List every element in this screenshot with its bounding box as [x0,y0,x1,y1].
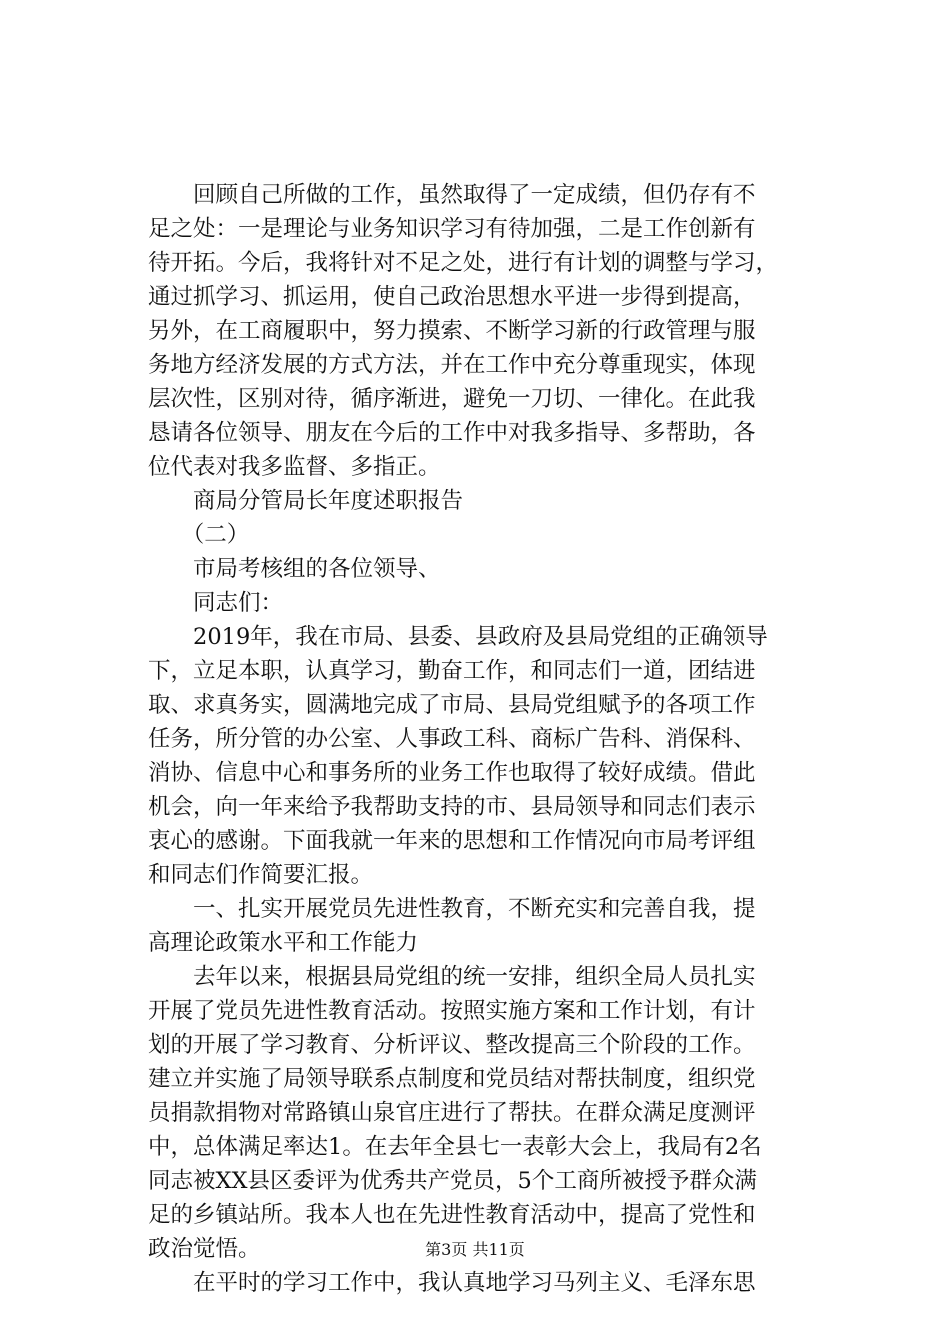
text-line: 任务，所分管的办公室、人事政工科、商标广告科、消保科、 [148,726,756,752]
text-line: 足之处：一是理论与业务知识学习有待加强，二是工作创新有 [148,216,756,242]
text-line: 中，总体满足率达1。在去年全县七一表彰大会上，我局有2名 [148,1134,762,1160]
text-line: 开展了党员先进性教育活动。按照实施方案和工作计划，有计 [148,998,756,1024]
text-line: 员捐款捐物对常路镇山泉官庄进行了帮扶。在群众满足度测评 [148,1100,756,1126]
text-line: 一、扎实开展党员先进性教育，不断充实和完善自我，提 [148,896,756,922]
text-line: 在平时的学习工作中，我认真地学习马列主义、毛泽东思 [148,1270,756,1296]
text-line: 去年以来，根据县局党组的统一安排，组织全局人员扎实 [148,964,756,990]
text-line: 位代表对我多监督、多指正。 [148,454,441,480]
text-line: 取、求真务实，圆满地完成了市局、县局党组赋予的各项工作 [148,692,756,718]
text-line: 建立并实施了局领导联系点制度和党员结对帮扶制度，组织党 [148,1066,756,1092]
text-line: 下，立足本职，认真学习，勤奋工作，和同志们一道，团结进 [148,658,756,684]
text-line: 市局考核组的各位领导、 [148,556,441,582]
text-line: 通过抓学习、抓运用，使自己政治思想水平进一步得到提高， [148,284,756,310]
text-line: 消协、信息中心和事务所的业务工作也取得了较好成绩。借此 [148,760,756,786]
text-line: 政治觉悟。 [148,1236,261,1262]
text-line: 划的开展了学习教育、分析评议、整改提高三个阶段的工作。 [148,1032,756,1058]
text-line: 同志被XX县区委评为优秀共产党员，5个工商所被授予群众满 [148,1168,757,1194]
document-body [148,178,838,1300]
text-line: 足的乡镇站所。我本人也在先进性教育活动中，提高了党性和 [148,1202,756,1228]
text-line: 恳请各位领导、朋友在今后的工作中对我多指导、多帮助，各 [148,420,756,446]
text-line: 待开拓。今后，我将针对不足之处，进行有计划的调整与学习， [148,250,779,276]
text-line: 2019年，我在市局、县委、县政府及县局党组的正确领导 [148,624,768,650]
text-line: 务地方经济发展的方式方法，并在工作中充分尊重现实，体现 [148,352,756,378]
text-line: 层次性，区别对待，循序渐进，避免一刀切、一律化。在此我 [148,386,756,412]
text-line: 同志们： [148,590,284,616]
text-line: 机会，向一年来给予我帮助支持的市、县局领导和同志们表示 [148,794,756,820]
text-line: 商局分管局长年度述职报告 [148,488,464,514]
page-footer: 第3页 共11页 [425,1240,525,1259]
text-line: 回顾自己所做的工作，虽然取得了一定成绩，但仍存有不 [148,182,756,208]
text-line: （二） [148,522,250,548]
text-line: 衷心的感谢。下面我就一年来的思想和工作情况向市局考评组 [148,828,756,854]
text-line: 高理论政策水平和工作能力 [148,930,419,956]
text-line: 和同志们作简要汇报。 [148,862,374,888]
text-line: 另外，在工商履职中，努力摸索、不断学习新的行政管理与服 [148,318,756,344]
